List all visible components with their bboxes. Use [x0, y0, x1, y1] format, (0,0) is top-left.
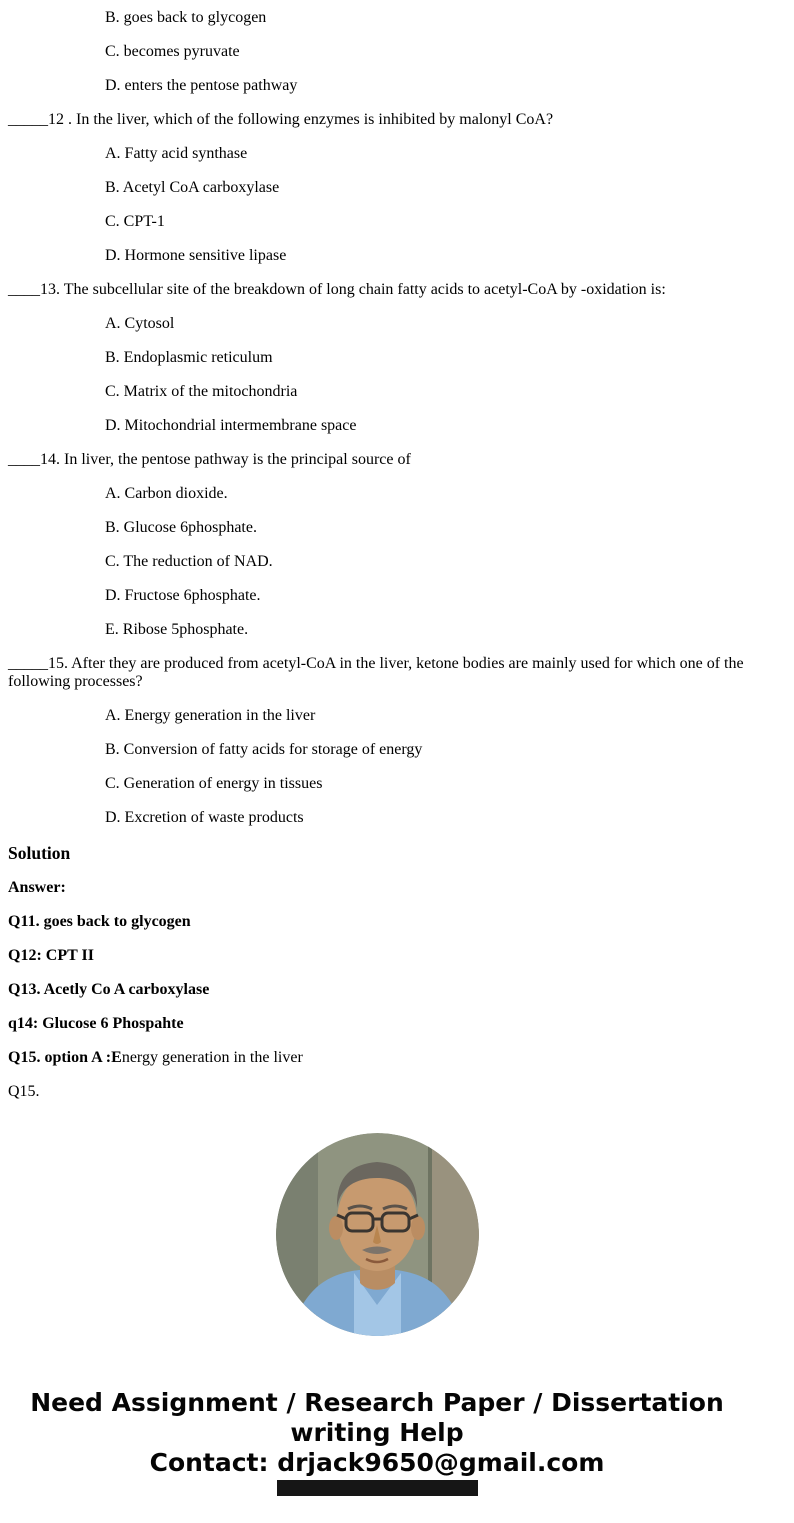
answer-q15-regular: nergy generation in the liver — [121, 1049, 303, 1066]
q13-option-a: A. Cytosol — [105, 315, 175, 332]
solution-heading: Solution — [8, 843, 71, 863]
answer-q13: Q13. Acetly Co A carboxylase — [8, 981, 210, 998]
q14-option-b: B. Glucose 6phosphate. — [105, 519, 257, 536]
q11-option-d: D. enters the pentose pathway — [105, 77, 298, 94]
trailing-q15-line: Q15. — [8, 1083, 40, 1100]
footer-help-line-1: Need Assignment / Research Paper / Dissertation — [30, 1388, 724, 1417]
answer-q15-bold: Q15. option A :E — [8, 1049, 122, 1066]
video-controls-bar[interactable] — [277, 1480, 478, 1496]
footer-contact-line: Contact: drjack9650@gmail.com — [149, 1448, 605, 1477]
answer-q12: Q12: CPT II — [8, 947, 94, 964]
q13-option-c: C. Matrix of the mitochondria — [105, 383, 298, 400]
q11-option-c: C. becomes pyruvate — [105, 43, 240, 60]
q15-option-c: C. Generation of energy in tissues — [105, 775, 323, 792]
q15-option-a: A. Energy generation in the liver — [105, 707, 316, 724]
question-13: ____13. The subcellular site of the breakdown of long chain fatty acids to acetyl-CoA by -oxidation is: — [8, 281, 666, 298]
answer-q15 — [8, 1049, 746, 1067]
answer-label: Answer: — [8, 879, 66, 896]
q14-option-d: D. Fructose 6phosphate. — [105, 587, 261, 604]
q12-option-b: B. Acetyl CoA carboxylase — [105, 179, 280, 196]
q14-option-a: A. Carbon dioxide. — [105, 485, 228, 502]
question-14: ____14. In liver, the pentose pathway is the principal source of — [8, 451, 411, 468]
footer-banner — [8, 1388, 746, 1478]
q13-option-d: D. Mitochondrial intermembrane space — [105, 417, 357, 434]
q13-option-b: B. Endoplasmic reticulum — [105, 349, 273, 366]
q15-option-d: D. Excretion of waste products — [105, 809, 304, 826]
q14-option-e: E. Ribose 5phosphate. — [105, 621, 249, 638]
q12-option-d: D. Hormone sensitive lipase — [105, 247, 287, 264]
q12-option-a: A. Fatty acid synthase — [105, 145, 248, 162]
answer-q14: q14: Glucose 6 Phospahte — [8, 1015, 184, 1032]
instructor-portrait — [276, 1133, 479, 1336]
answer-q11: Q11. goes back to glycogen — [8, 913, 191, 930]
question-15: _____15. After they are produced from acetyl-CoA in the liver, ketone bodies are mainly used for which one of the following processes? — [8, 655, 744, 690]
video-thumbnail[interactable] — [8, 1133, 746, 1336]
q11-option-b: B. goes back to glycogen — [105, 9, 267, 26]
q12-option-c: C. CPT-1 — [105, 213, 165, 230]
q15-option-b: B. Conversion of fatty acids for storage of energy — [105, 741, 423, 758]
q14-option-c: C. The reduction of NAD. — [105, 553, 273, 570]
footer-help-line-2: writing Help — [290, 1418, 464, 1447]
question-12: _____12 . In the liver, which of the following enzymes is inhibited by malonyl CoA? — [8, 111, 554, 128]
